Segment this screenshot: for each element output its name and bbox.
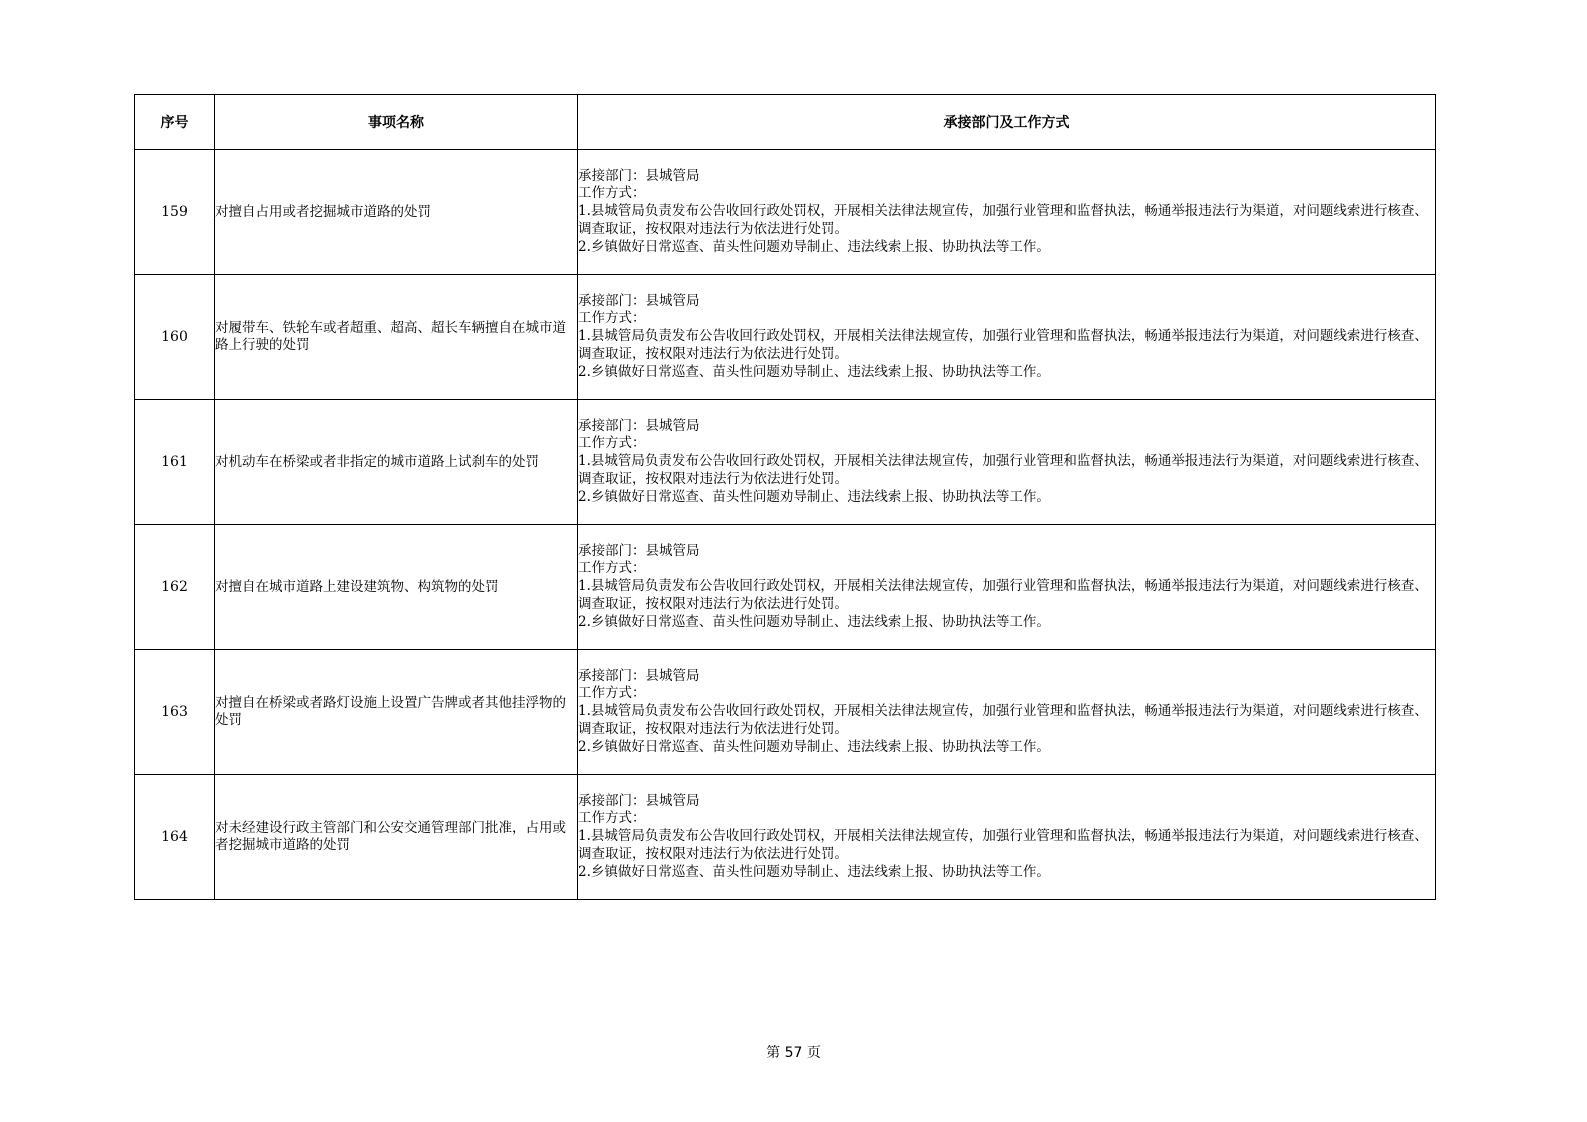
method-item-2: 2.乡镇做好日常巡查、苗头性问题劝导制止、违法线索上报、协助执法等工作。	[578, 863, 1050, 880]
method-label: 工作方式：	[578, 435, 646, 452]
page-number: 第 57 页	[766, 1045, 821, 1061]
row-department-method	[578, 400, 1436, 525]
method-item-1: 1.县城管局负责发布公告收回行政处罚权，开展相关法律法规宣传，加强行业管理和监督执法，畅通举报违法行为渠道，对问题线索进行核查、调查取证，按权限对违法行为依法进行处罚。	[578, 703, 1428, 737]
method-label: 工作方式：	[578, 685, 646, 702]
method-item-1: 1.县城管局负责发布公告收回行政处罚权，开展相关法律法规宣传，加强行业管理和监督执法，畅通举报违法行为渠道，对问题线索进行核查、调查取证，按权限对违法行为依法进行处罚。	[578, 453, 1428, 487]
method-label: 工作方式：	[578, 810, 646, 827]
table-row	[135, 650, 1436, 775]
row-department-method	[578, 150, 1436, 275]
row-serial-number: 162	[135, 525, 215, 650]
row-department-method	[578, 650, 1436, 775]
method-item-1: 1.县城管局负责发布公告收回行政处罚权，开展相关法律法规宣传，加强行业管理和监督执法，畅通举报违法行为渠道，对问题线索进行核查、调查取证，按权限对违法行为依法进行处罚。	[578, 328, 1428, 362]
table-row	[135, 775, 1436, 900]
header-matter-name: 事项名称	[215, 95, 578, 150]
matters-table	[134, 94, 1436, 900]
method-label: 工作方式：	[578, 185, 646, 202]
row-department-method	[578, 525, 1436, 650]
header-serial-number: 序号	[135, 95, 215, 150]
table-row	[135, 400, 1436, 525]
department-line: 承接部门：县城管局	[578, 292, 700, 309]
department-line: 承接部门：县城管局	[578, 167, 700, 184]
row-serial-number: 164	[135, 775, 215, 900]
row-matter-name: 对擅自在桥梁或者路灯设施上设置广告牌或者其他挂浮物的处罚	[215, 650, 578, 775]
method-item-2: 2.乡镇做好日常巡查、苗头性问题劝导制止、违法线索上报、协助执法等工作。	[578, 238, 1050, 255]
row-matter-name: 对未经建设行政主管部门和公安交通管理部门批准，占用或者挖掘城市道路的处罚	[215, 775, 578, 900]
department-line: 承接部门：县城管局	[578, 542, 700, 559]
method-item-2: 2.乡镇做好日常巡查、苗头性问题劝导制止、违法线索上报、协助执法等工作。	[578, 738, 1050, 755]
table-row	[135, 525, 1436, 650]
method-item-1: 1.县城管局负责发布公告收回行政处罚权，开展相关法律法规宣传，加强行业管理和监督执法，畅通举报违法行为渠道，对问题线索进行核查、调查取证，按权限对违法行为依法进行处罚。	[578, 578, 1428, 612]
row-serial-number: 161	[135, 400, 215, 525]
row-serial-number: 159	[135, 150, 215, 275]
method-label: 工作方式：	[578, 560, 646, 577]
method-item-2: 2.乡镇做好日常巡查、苗头性问题劝导制止、违法线索上报、协助执法等工作。	[578, 613, 1050, 630]
row-matter-name: 对履带车、铁轮车或者超重、超高、超长车辆擅自在城市道路上行驶的处罚	[215, 275, 578, 400]
row-serial-number: 163	[135, 650, 215, 775]
method-item-1: 1.县城管局负责发布公告收回行政处罚权，开展相关法律法规宣传，加强行业管理和监督执法，畅通举报违法行为渠道，对问题线索进行核查、调查取证，按权限对违法行为依法进行处罚。	[578, 203, 1428, 237]
table-header-row	[135, 95, 1436, 150]
department-line: 承接部门：县城管局	[578, 792, 700, 809]
table-row	[135, 275, 1436, 400]
department-line: 承接部门：县城管局	[578, 667, 700, 684]
row-department-method	[578, 775, 1436, 900]
table-row	[135, 150, 1436, 275]
method-item-2: 2.乡镇做好日常巡查、苗头性问题劝导制止、违法线索上报、协助执法等工作。	[578, 363, 1050, 380]
method-item-1: 1.县城管局负责发布公告收回行政处罚权，开展相关法律法规宣传，加强行业管理和监督执法，畅通举报违法行为渠道，对问题线索进行核查、调查取证，按权限对违法行为依法进行处罚。	[578, 828, 1428, 862]
row-department-method	[578, 275, 1436, 400]
method-label: 工作方式：	[578, 310, 646, 327]
row-serial-number: 160	[135, 275, 215, 400]
row-matter-name: 对擅自占用或者挖掘城市道路的处罚	[215, 150, 578, 275]
method-item-2: 2.乡镇做好日常巡查、苗头性问题劝导制止、违法线索上报、协助执法等工作。	[578, 488, 1050, 505]
row-matter-name: 对擅自在城市道路上建设建筑物、构筑物的处罚	[215, 525, 578, 650]
department-line: 承接部门：县城管局	[578, 417, 700, 434]
header-department-method: 承接部门及工作方式	[578, 95, 1436, 150]
row-matter-name: 对机动车在桥梁或者非指定的城市道路上试刹车的处罚	[215, 400, 578, 525]
